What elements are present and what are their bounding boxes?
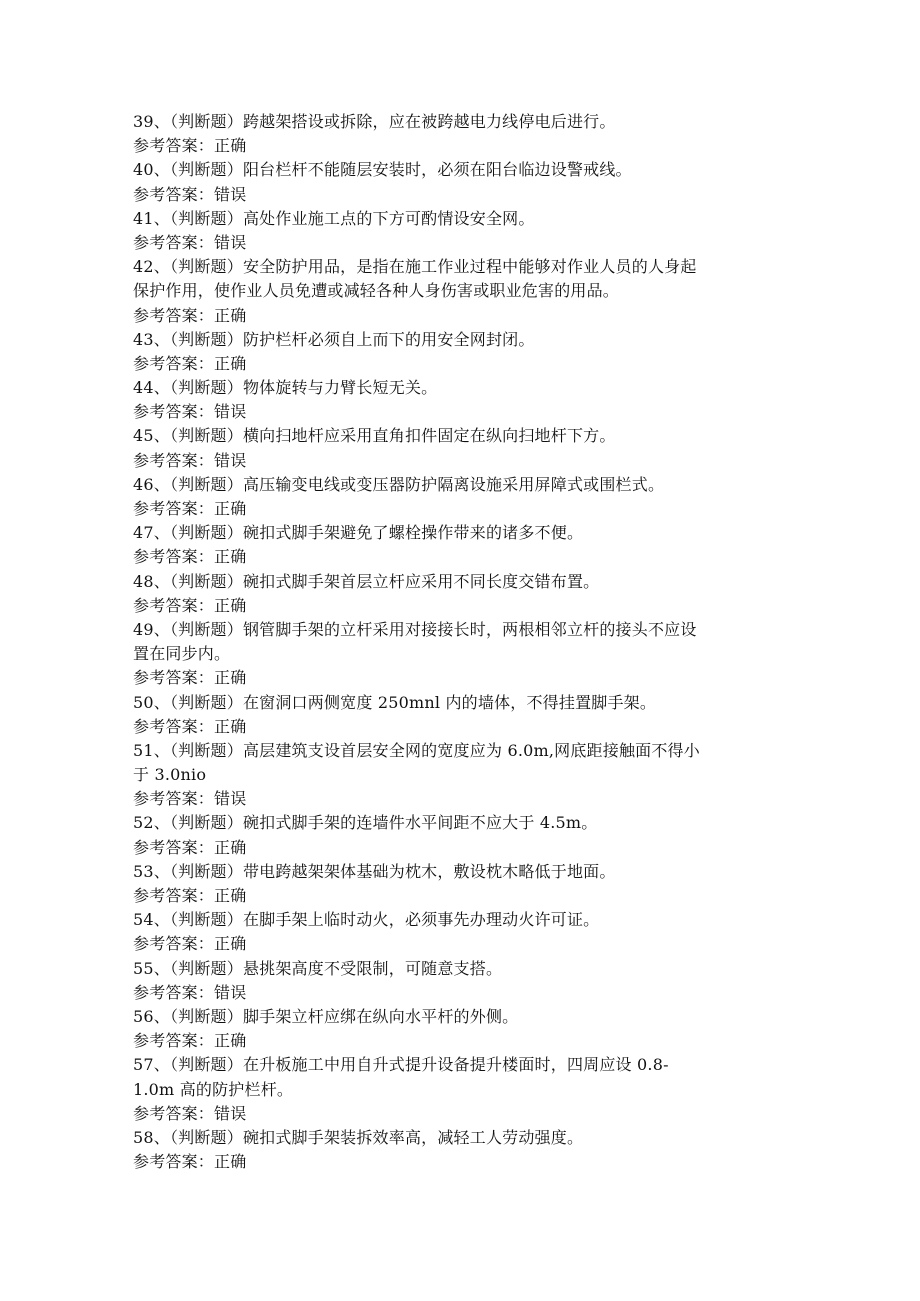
question-text: 46、（判断题）高压输变电线或变压器防护隔离设施采用屏障式或围栏式。 (133, 474, 665, 494)
question-item (133, 957, 783, 1005)
question-item (133, 570, 783, 618)
question-item (133, 328, 783, 376)
question-text: 57、（判断题）在升板施工中用自升式提升设备提升楼面时，四周应设 0.8- (133, 1055, 669, 1075)
answer-text: 参考答案：正确 (133, 353, 247, 373)
question-text: 52、（判断题）碗扣式脚手架的连墙件水平间距不应大于 4.5m。 (133, 813, 598, 833)
question-text: 1.0m 高的防护栏杆。 (133, 1079, 294, 1099)
question-item (133, 618, 783, 691)
question-item (133, 811, 783, 859)
question-item (133, 1005, 783, 1053)
question-item (133, 255, 783, 328)
question-item (133, 860, 783, 908)
answer-text: 参考答案：错误 (133, 789, 247, 809)
question-text: 50、（判断题）在窗洞口两侧宽度 250mnl 内的墙体，不得挂置脚手架。 (133, 692, 657, 712)
answer-text: 参考答案：正确 (133, 1031, 247, 1051)
question-item (133, 207, 783, 255)
question-text: 54、（判断题）在脚手架上临时动火，必须事先办理动火许可证。 (133, 910, 600, 930)
answer-text: 参考答案：正确 (133, 136, 247, 156)
answer-text: 参考答案：正确 (133, 716, 247, 736)
answer-text: 参考答案：正确 (133, 499, 247, 518)
question-text: 51、（判断题）高层建筑支设首层安全网的宽度应为 6.0m,网底距接触面不得小 (133, 740, 700, 760)
question-text: 58、（判断题）碗扣式脚手架装拆效率高，减轻工人劳动强度。 (133, 1127, 584, 1147)
question-item (133, 376, 783, 424)
question-text: 45、（判断题）横向扫地杆应采用直角扣件固定在纵向扫地杆下方。 (133, 426, 616, 446)
question-text: 置在同步内。 (133, 644, 231, 664)
document-page (133, 110, 783, 1174)
answer-text: 参考答案：错误 (133, 232, 247, 252)
question-text: 53、（判断题）带电跨越架架体基础为枕木，敷设枕木略低于地面。 (133, 861, 616, 881)
question-text: 于 3.0nio (133, 765, 207, 785)
question-item (133, 739, 783, 812)
question-item (133, 473, 783, 521)
answer-text: 参考答案：正确 (133, 1152, 247, 1172)
question-item (133, 110, 783, 158)
answer-text: 参考答案：错误 (133, 982, 247, 1002)
answer-text: 参考答案：正确 (133, 934, 247, 954)
answer-text: 参考答案：正确 (133, 547, 247, 567)
question-item (133, 1053, 783, 1126)
question-text: 49、（判断题）钢管脚手架的立杆采用对接接长时，两根相邻立杆的接头不应设 (133, 619, 697, 639)
answer-text: 参考答案：正确 (133, 837, 247, 857)
question-text: 保护作用，使作业人员免遭或减轻各种人身伤害或职业危害的用品。 (133, 281, 620, 301)
question-text: 55、（判断题）悬挑架高度不受限制，可随意支搭。 (133, 958, 503, 978)
answer-text: 参考答案：正确 (133, 668, 247, 688)
question-text: 43、（判断题）防护栏杆必须自上而下的用安全网封闭。 (133, 329, 535, 349)
question-item (133, 158, 783, 206)
question-text: 47、（判断题）碗扣式脚手架避免了螺栓操作带来的诸多不便。 (133, 523, 584, 543)
answer-text: 参考答案：正确 (133, 305, 247, 325)
question-text: 41、（判断题）高处作业施工点的下方可酌情设安全网。 (133, 208, 535, 228)
question-text: 56、（判断题）脚手架立杆应绑在纵向水平杆的外侧。 (133, 1006, 519, 1026)
answer-text: 参考答案：正确 (133, 886, 247, 905)
question-item (133, 908, 783, 956)
question-text: 40、（判断题）阳台栏杆不能随层安装时，必须在阳台临边设警戒线。 (133, 160, 632, 180)
question-item (133, 424, 783, 472)
question-text: 42、（判断题）安全防护用品，是指在施工作业过程中能够对作业人员的人身起 (133, 257, 697, 277)
question-item (133, 521, 783, 569)
question-item (133, 1126, 783, 1174)
answer-text: 参考答案：正确 (133, 595, 247, 615)
question-text: 44、（判断题）物体旋转与力臂长短无关。 (133, 378, 438, 398)
question-item (133, 691, 783, 739)
answer-text: 参考答案：错误 (133, 1103, 247, 1123)
answer-text: 参考答案：错误 (133, 402, 247, 422)
question-text: 48、（判断题）碗扣式脚手架首层立杆应采用不同长度交错布置。 (133, 571, 600, 591)
question-text: 39、（判断题）跨越架搭设或拆除，应在被跨越电力线停电后进行。 (133, 112, 616, 131)
answer-text: 参考答案：错误 (133, 450, 247, 470)
answer-text: 参考答案：错误 (133, 184, 247, 204)
